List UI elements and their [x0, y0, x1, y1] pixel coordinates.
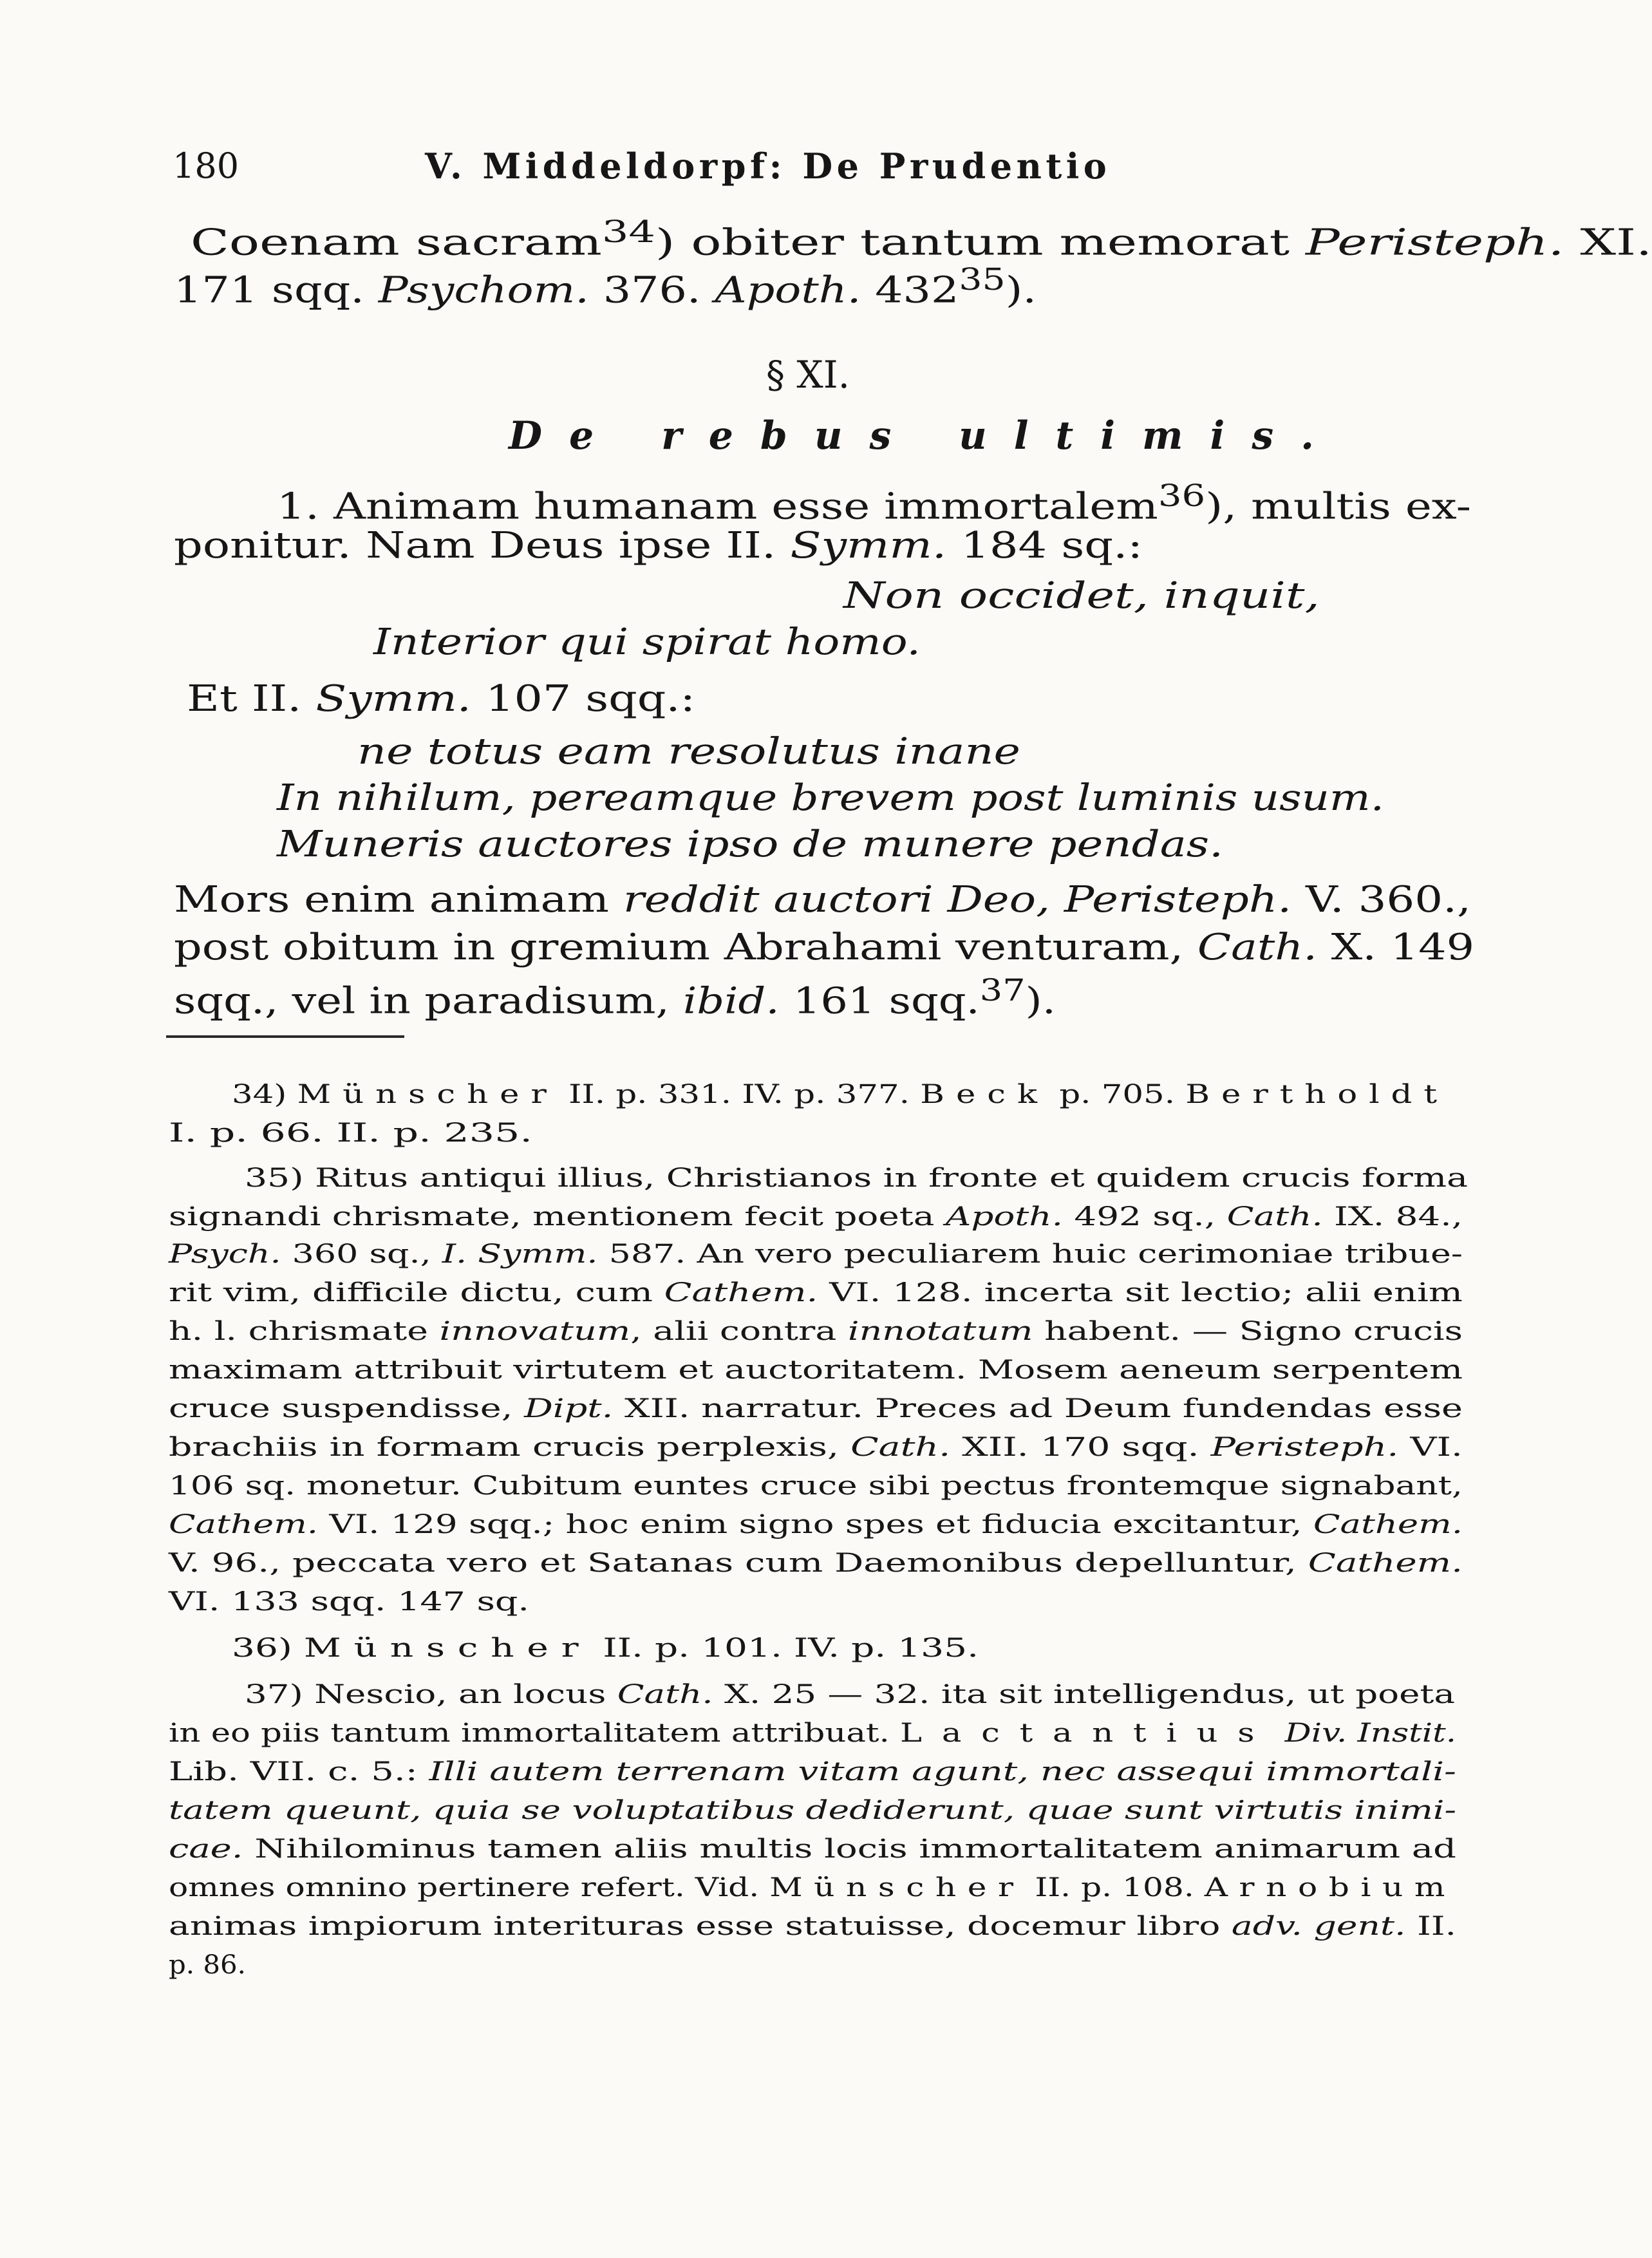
footnote-rule: [166, 1035, 404, 1038]
footnote-line: rit vim, difficile dictu, cum Cathem. VI. 128. incerta sit lectio; alii enim: [169, 1278, 1463, 1308]
footnote-line: Cathem. VI. 129 sqq.; hoc enim signo spes et fiducia excitantur, Cathem.: [169, 1510, 1463, 1539]
footnote-line: 106 sq. monetur. Cubitum euntes cruce sibi pectus frontemque signabant,: [169, 1471, 1463, 1501]
running-head: V. Middeldorpf: De Prudentio: [425, 146, 1111, 187]
section-number: § XI.: [766, 353, 850, 397]
footnote-line: I. p. 66. II. p. 235.: [169, 1118, 532, 1148]
footnote-line: in eo piis tantum immortalitatem attribuat. Lactantius Div. Instit.: [169, 1718, 1456, 1748]
footnote-line: 35) Ritus antiqui illius, Christianos in fronte et quidem crucis forma: [245, 1163, 1468, 1193]
footnote-line: animas impiorum interituras esse statuisse, docemur libro adv. gent. II.: [169, 1912, 1457, 1941]
section-title: De rebus ultimis.: [509, 413, 1341, 458]
footnote-line: omnes omnino pertinere refert. Vid. Münscher II. p. 108. Arnobium: [169, 1873, 1457, 1903]
verse-line: ne totus eam resolutus inane: [357, 731, 1020, 773]
footnote-line: 37) Nescio, an locus Cath. X. 25 — 32. ita sit intelligendus, ut poeta: [245, 1680, 1455, 1709]
footnote-line: tatem queunt, quia se voluptatibus dediderunt, quae sunt virtutis inimi-: [169, 1796, 1457, 1825]
verse-line: Muneris auctores ipso de munere pendas.: [277, 823, 1224, 865]
verse-line: Interior qui spirat homo.: [373, 621, 921, 663]
verse-line: In nihilum, pereamque brevem post luminis usum.: [277, 777, 1385, 819]
body-line: Et II. Symm. 107 sqq.:: [187, 678, 696, 720]
body-line: post obitum in gremium Abrahami venturam, Cath. X. 149: [174, 927, 1475, 968]
verse-line: Non occidet, inquit,: [843, 575, 1320, 617]
page-number: 180: [173, 146, 239, 186]
body-line: Mors enim animam reddit auctori Deo, Peristeph. V. 360.,: [174, 879, 1471, 921]
body-line: Coenam sacram$^{34}$) obiter tantum memorat Peristeph. XI.: [191, 215, 1652, 264]
footnote-line: 34) Münscher II. p. 331. IV. p. 377. Beck p. 705. Bertholdt: [232, 1080, 1449, 1109]
footnote-line: h. l. chrismate innovatum, alii contra innotatum habent. — Signo crucis: [169, 1317, 1463, 1346]
body-line: ponitur. Nam Deus ipse II. Symm. 184 sq.:: [174, 525, 1143, 567]
body-line: 1. Animam humanam esse immortalem$^{36}$), multis ex-: [277, 479, 1471, 528]
footnote-line: VI. 133 sqq. 147 sq.: [169, 1587, 529, 1617]
footnote-line: signandi chrismate, mentionem fecit poeta Apoth. 492 sq., Cath. IX. 84.,: [169, 1202, 1463, 1232]
footnote-line: maximam attribuit virtutem et auctoritatem. Mosem aeneum serpentem: [169, 1355, 1463, 1385]
footnote-line: cruce suspendisse, Dipt. XII. narratur. Preces ad Deum fundendas esse: [169, 1394, 1463, 1424]
footnote-line: V. 96., peccata vero et Satanas cum Daemonibus depelluntur, Cathem.: [169, 1548, 1463, 1578]
footnote-line: 36) Münscher II. p. 101. IV. p. 135.: [232, 1633, 979, 1663]
footnote-line: Psych. 360 sq., I. Symm. 587. An vero peculiarem huic cerimoniae tribue-: [169, 1239, 1463, 1269]
footnote-line: brachiis in formam crucis perplexis, Cath. XII. 170 sqq. Peristeph. VI.: [169, 1433, 1463, 1462]
footnote-line: p. 86.: [169, 1950, 246, 1980]
footnote-line: cae. Nihilominus tamen aliis multis locis immortalitatem animarum ad: [169, 1834, 1456, 1864]
body-line: sqq., vel in paradisum, ibid. 161 sqq.$^{37}$).: [174, 974, 1056, 1022]
footnote-line: Lib. VII. c. 5.: Illi autem terrenam vitam agunt, nec assequi immortali-: [169, 1757, 1456, 1787]
body-line: 171 sqq. Psychom. 376. Apoth. $432^{35}$).: [174, 263, 1037, 312]
